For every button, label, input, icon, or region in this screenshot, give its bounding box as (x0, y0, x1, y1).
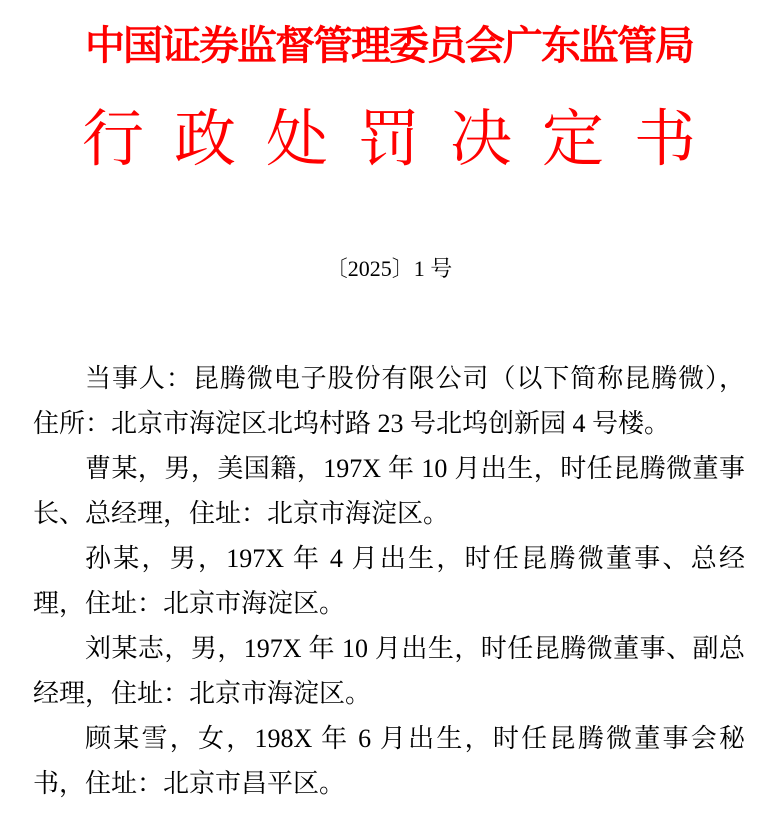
paragraph-person-liu: 刘某志，男，197X 年 10 月出生，时任昆腾微董事、副总经理，住址：北京市海淀区。 (33, 634, 745, 708)
paragraph-parties-company: 当事人：昆腾微电子股份有限公司（以下简称昆腾微），住所：北京市海淀区北坞村路 23 号北坞创新园 4 号楼。 (33, 364, 745, 438)
agency-header: 中国证券监督管理委员会广东监管局 (85, 24, 693, 68)
paragraph-person-gu: 顾某雪，女，198X 年 6 月出生，时任昆腾微董事会秘书，住址：北京市昌平区。 (33, 724, 745, 798)
document-body (33, 356, 745, 806)
paragraph-person-cao: 曹某，男，美国籍，197X 年 10 月出生，时任昆腾微董事长、总经理，住址：北京市海淀区。 (33, 454, 745, 528)
document-title: 行政处罚决定书 (81, 106, 726, 174)
document-number: 〔2025〕1 号 (325, 256, 453, 281)
paragraph-person-sun: 孙某，男，197X 年 4 月出生，时任昆腾微董事、总经理，住址：北京市海淀区。 (33, 544, 745, 618)
penalty-decision-document (0, 22, 778, 830)
